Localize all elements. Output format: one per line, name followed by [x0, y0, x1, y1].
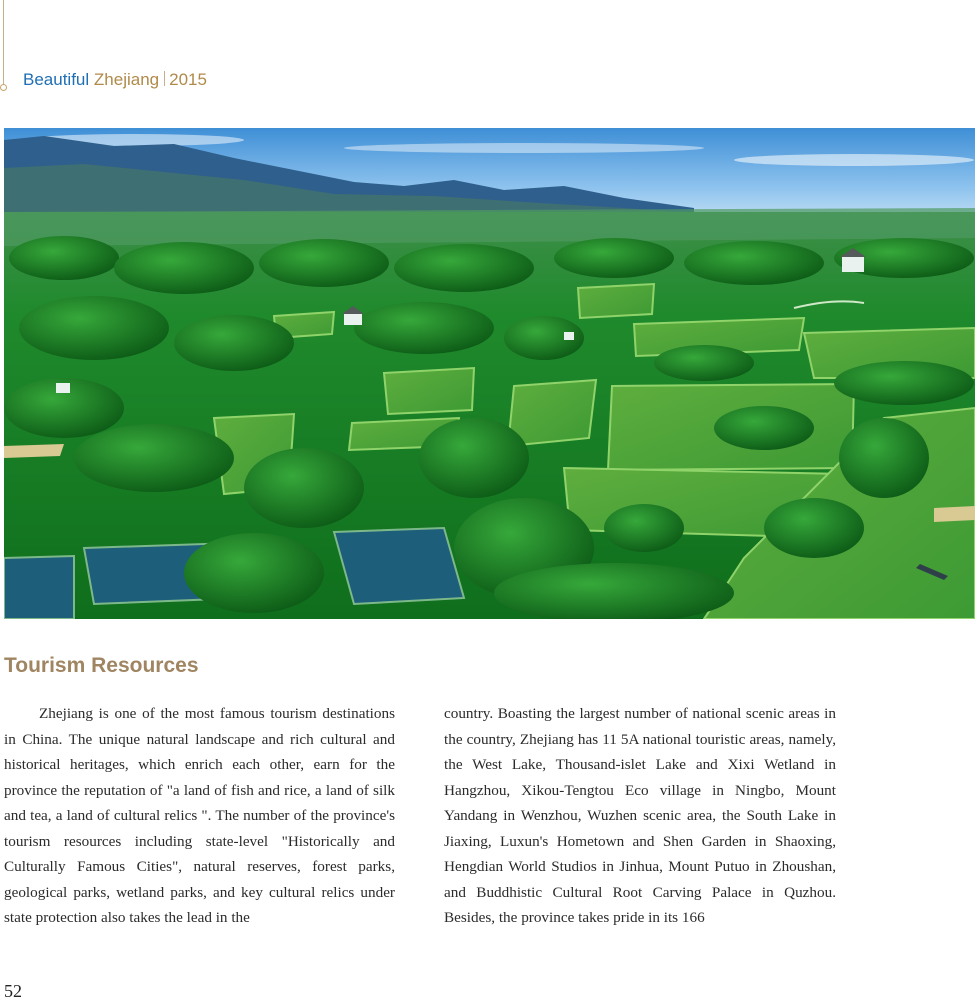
body-column-right: [444, 701, 836, 931]
section-title: Tourism Resources: [4, 654, 199, 677]
wetland-aerial-photo: [4, 128, 975, 619]
body-column-left: [4, 701, 395, 931]
header-word-beautiful: Beautiful: [23, 70, 90, 89]
running-header: [23, 68, 207, 92]
body-paragraph-left: Zhejiang is one of the most famous tourism destinations in China. The unique natural landscape and rich cultural and historical heritages, which enrich each other, earn for the province the reputation of "a land of fish and rice, a land of silk and tea, a land of cultural relics ". The number of the province's tourism resources including state-level "Historically and Culturally Famous Cities", natural reserves, forest parks, geological parks, wetland parks, and key cultural relics under state protection also takes the lead in the: [4, 705, 395, 926]
header-word-zhejiang: Zhejiang: [93, 70, 160, 89]
left-margin-dot: [0, 84, 7, 91]
body-paragraph-right: country. Boasting the largest number of national scenic areas in the country, Zhejiang has 11 5A national touristic areas, namely, the West Lake, Thousand-islet Lake and Xixi Wetland in Hangzhou, Xikou-Tengtou Eco village in Ningbo, Mount Yandang in Wenzhou, Wuzhen scenic area, the South Lake in Jiaxing, Luxun's Hometown and Shen Garden in Shaoxing, Hengdian World Studios in Jinhua, Mount Putuo in Zhoushan, and Buddhistic Cultural Root Carving Palace in Quzhou. Besides, the province takes pride in its 166: [444, 705, 836, 926]
header-separator: [164, 71, 165, 86]
wetland-landscape-illustration: [4, 128, 975, 619]
left-margin-rule: [3, 0, 4, 86]
header-year: 2015: [169, 70, 207, 89]
page-number: 52: [4, 981, 22, 1001]
